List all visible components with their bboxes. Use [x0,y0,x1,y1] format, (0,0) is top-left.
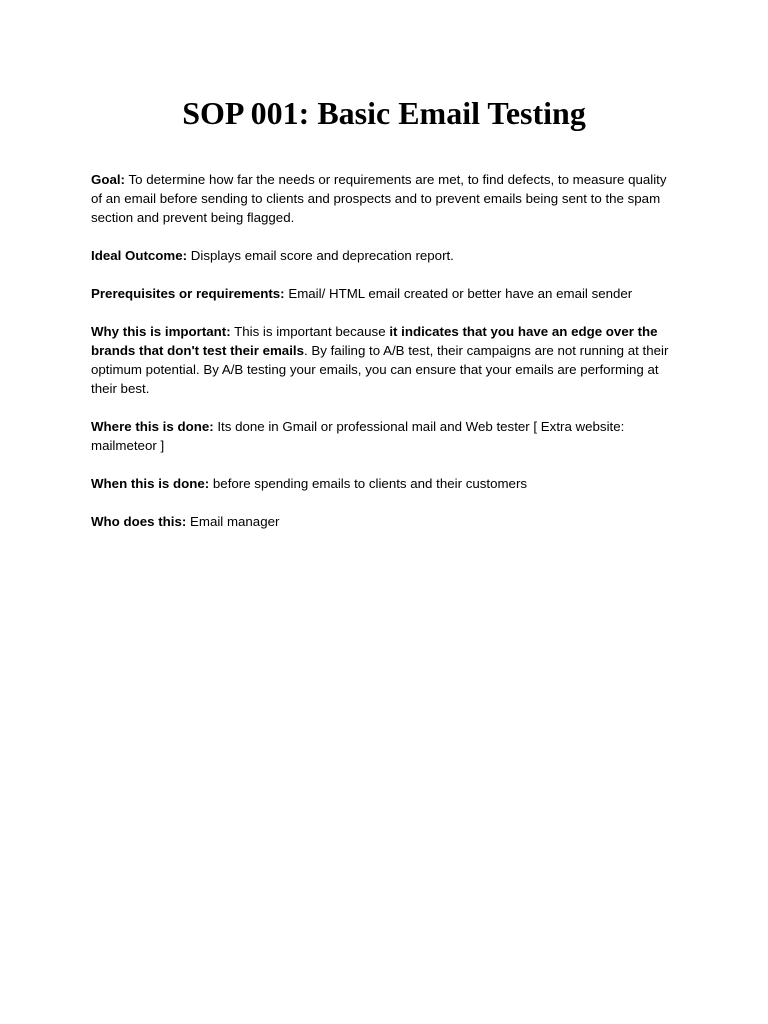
document-body [91,170,681,550]
when-done-text: before spending emails to clients and their customers [212,476,528,491]
document-title: SOP 001: Basic Email Testing [182,95,586,131]
when-done-paragraph [91,474,681,493]
why-important-paragraph [91,322,681,398]
goal-label: Goal: [91,172,125,187]
prerequisites-paragraph [91,284,681,303]
why-important-text-bold: it indicates that you have an edge over the brands that don't test their emails [91,324,658,358]
ideal-outcome-paragraph [91,246,681,265]
goal-paragraph [91,170,681,227]
prerequisites-text: Email/ HTML email created or better have an email sender [288,286,633,301]
ideal-outcome-label: Ideal Outcome: [91,248,188,263]
ideal-outcome-text: Displays email score and deprecation report. [190,248,454,263]
who-does-text: Email manager [190,514,280,529]
goal-text: To determine how far the needs or requirements are met, to find defects, to measure quality of an email before sending to clients and prospects and to prevent emails being sent to the spam section and prevent being flagged. [91,172,667,225]
why-important-text-after: . By failing to A/B test, their campaigns are not running at their optimum potential. By A/B testing your emails, you can ensure that your emails are performing at their best. [91,343,669,396]
prerequisites-label: Prerequisites or requirements: [91,286,285,301]
where-done-text: Its done in Gmail or professional mail and Web tester [ Extra website: mailmeteor ] [91,419,625,453]
why-important-label: Why this is important: [91,324,231,339]
who-does-label: Who does this: [91,514,187,529]
when-done-label: When this is done: [91,476,210,491]
who-does-paragraph [91,512,681,531]
where-done-paragraph [91,417,681,455]
why-important-text-before: This is important because [234,324,386,339]
where-done-label: Where this is done: [91,419,214,434]
